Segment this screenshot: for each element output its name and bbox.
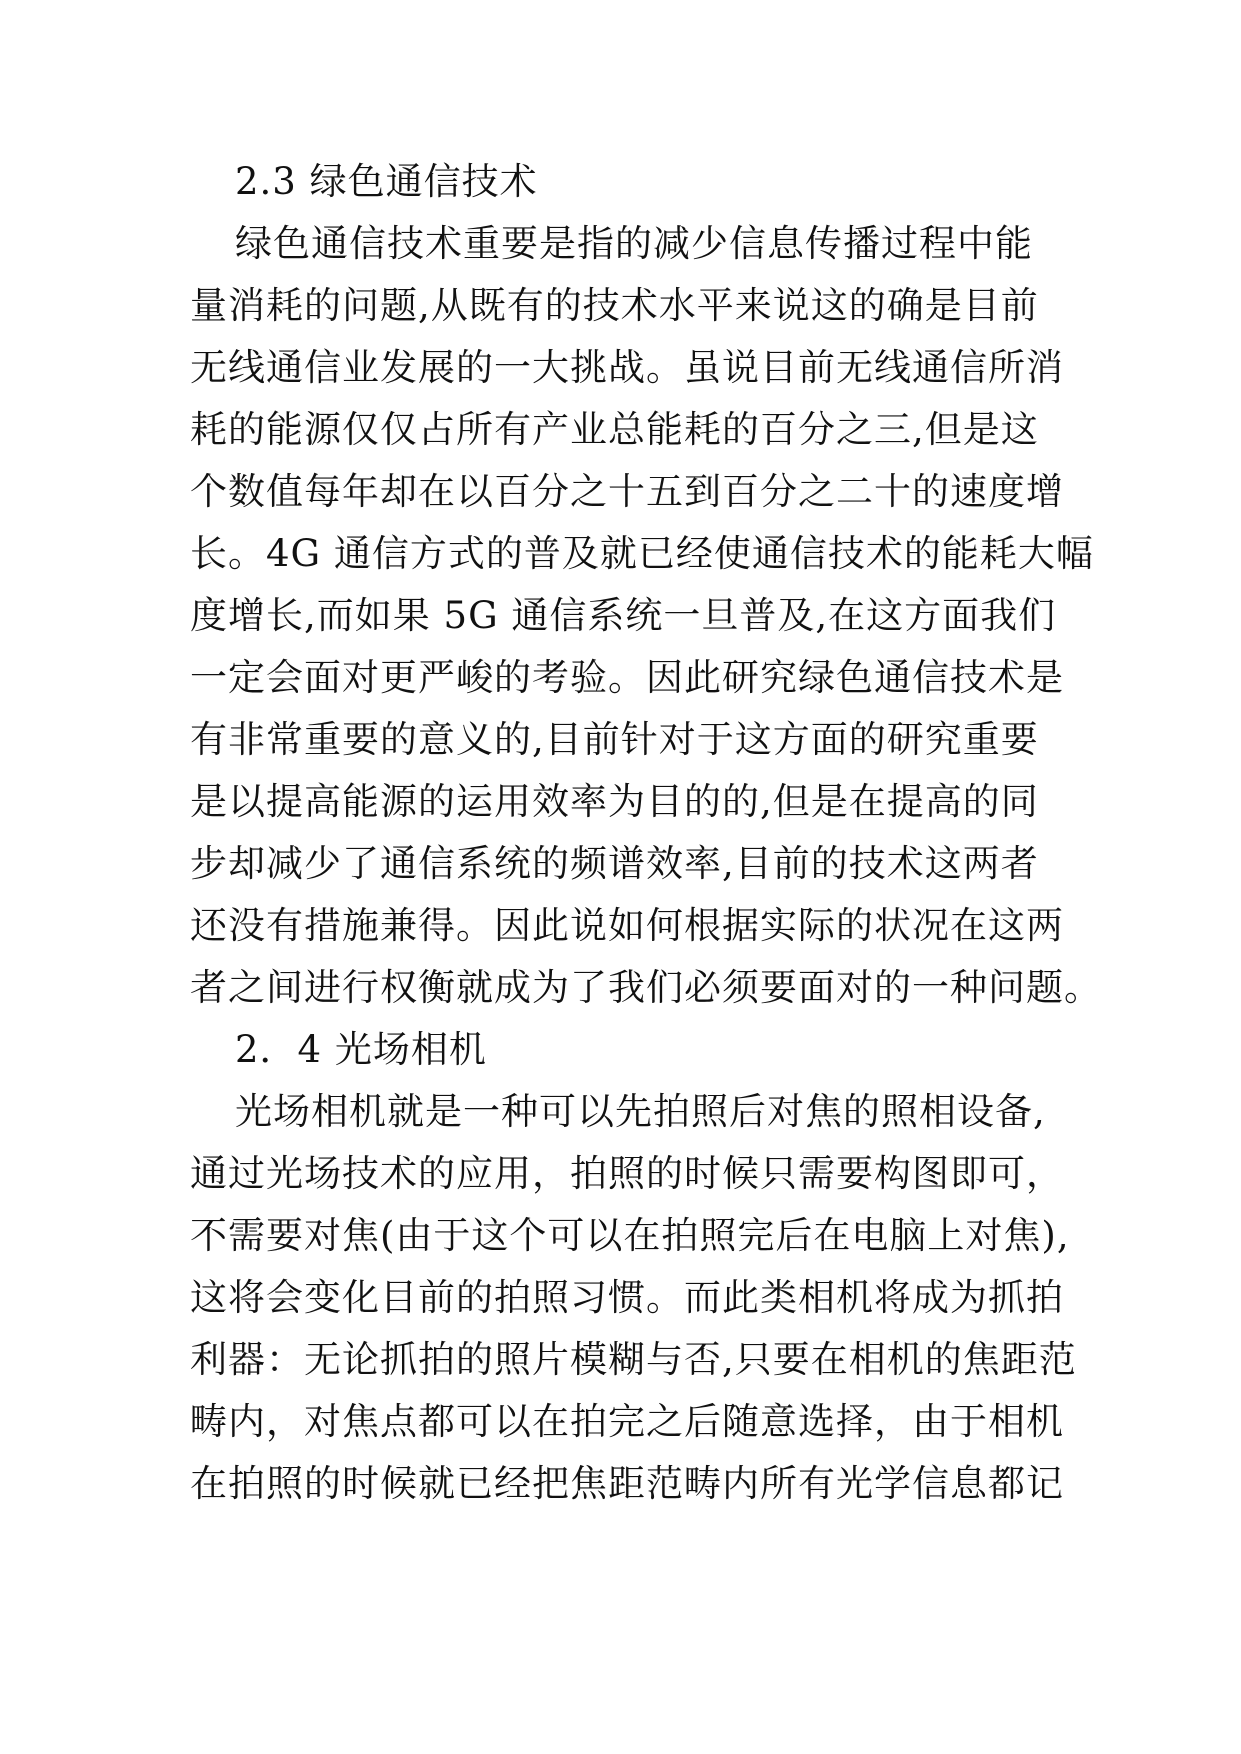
paragraph-line: 有非常重要的意义的,目前针对于这方面的研究重要 <box>190 718 1039 761</box>
paragraph-line: 长。4G 通信方式的普及就已经使通信技术的能耗大幅 <box>190 532 1094 575</box>
paragraph-line: 畴内，对焦点都可以在拍完之后随意选择，由于相机 <box>190 1400 1064 1443</box>
paragraph-line: 量消耗的问题,从既有的技术水平来说这的确是目前 <box>190 284 1039 327</box>
paragraph-line: 不需要对焦(由于这个可以在拍照完后在电脑上对焦), <box>190 1214 1070 1257</box>
paragraph-line: 通过光场技术的应用，拍照的时候只需要构图即可， <box>190 1152 1064 1195</box>
paragraph-line: 度增长,而如果 5G 通信系统一旦普及,在这方面我们 <box>190 594 1057 637</box>
section-heading-2-3: 2.3 绿色通信技术 <box>235 160 538 203</box>
paragraph-line: 者之间进行权衡就成为了我们必须要面对的一种问题。 <box>190 966 1102 1009</box>
paragraph-line: 利器：无论抓拍的照片模糊与否,只要在相机的焦距范 <box>190 1338 1077 1381</box>
paragraph-line: 耗的能源仅仅占所有产业总能耗的百分之三,但是这 <box>190 408 1039 451</box>
paragraph-line: 一定会面对更严峻的考验。因此研究绿色通信技术是 <box>190 656 1064 699</box>
paragraph-line: 个数值每年却在以百分之十五到百分之二十的速度增 <box>190 470 1064 513</box>
paragraph-line: 绿色通信技术重要是指的减少信息传播过程中能 <box>235 222 1033 265</box>
paragraph-line: 是以提高能源的运用效率为目的的,但是在提高的同 <box>190 780 1039 823</box>
paragraph-line: 还没有措施兼得。因此说如何根据实际的状况在这两 <box>190 904 1064 947</box>
paragraph-line: 在拍照的时候就已经把焦距范畴内所有光学信息都记 <box>190 1462 1064 1505</box>
paragraph-line: 这将会变化目前的拍照习惯。而此类相机将成为抓拍 <box>190 1276 1064 1319</box>
paragraph-line: 步却减少了通信系统的频谱效率,目前的技术这两者 <box>190 842 1039 885</box>
section-heading-2-4: 2．4 光场相机 <box>235 1028 487 1071</box>
paragraph-line: 光场相机就是一种可以先拍照后对焦的照相设备, <box>235 1090 1046 1133</box>
paragraph-line: 无线通信业发展的一大挑战。虽说目前无线通信所消 <box>190 346 1064 389</box>
